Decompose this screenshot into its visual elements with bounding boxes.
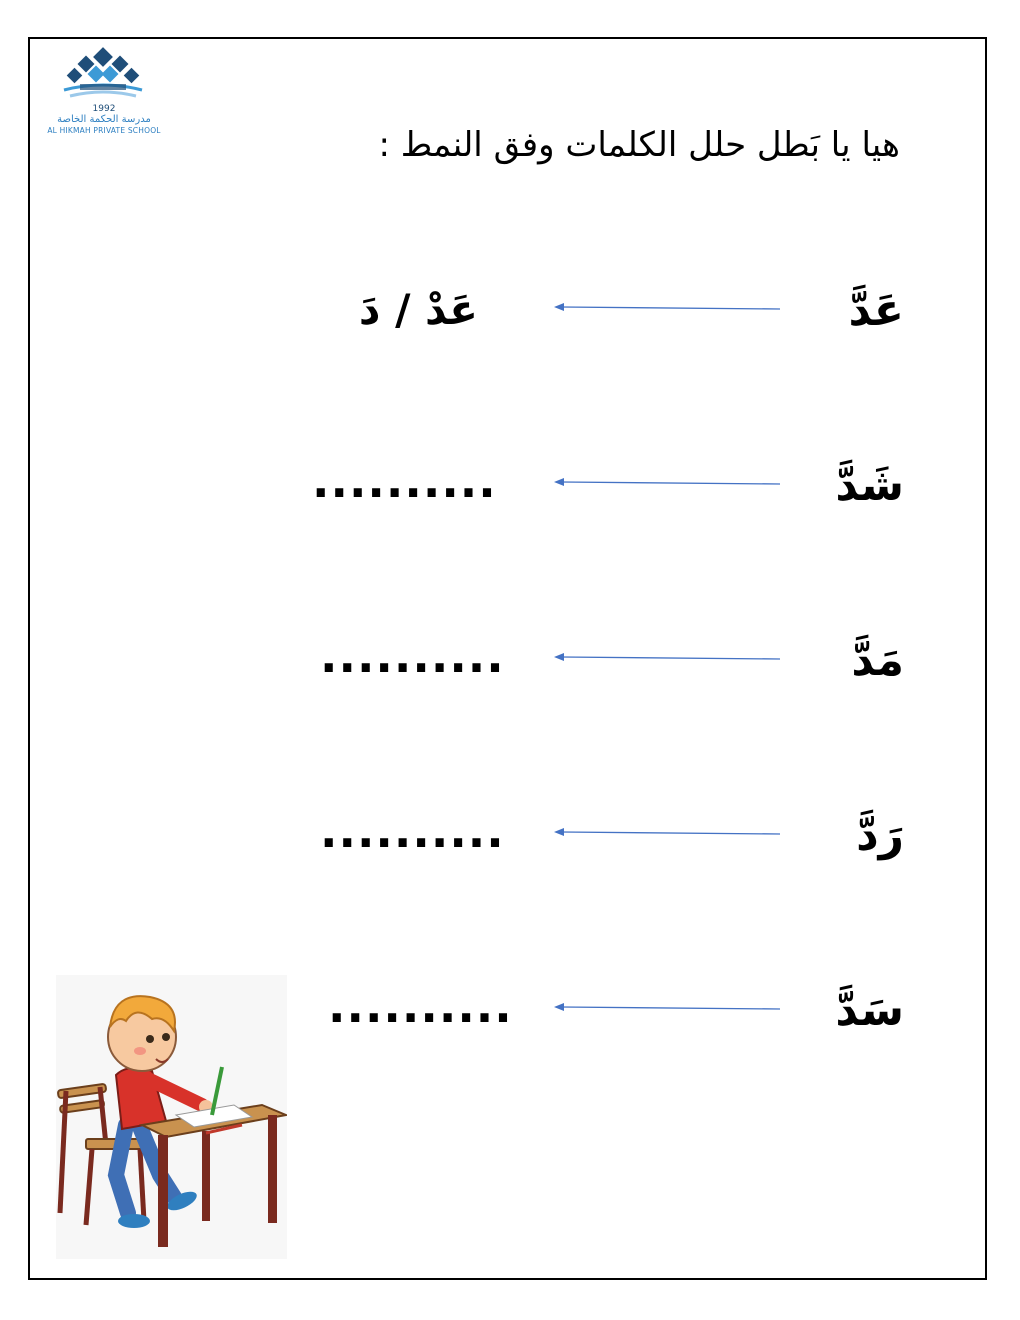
school-emblem-icon: [40, 44, 168, 106]
exercise-row: [0, 454, 1020, 550]
boy-writing-illustration: [56, 975, 287, 1259]
arrow-left-icon: [550, 649, 782, 665]
arrow-left-icon: [550, 299, 782, 315]
exercise-word: سَدَّ: [835, 985, 904, 1036]
exercise-word: عَدَّ: [848, 285, 904, 336]
school-logo: [40, 44, 168, 144]
answer-example: عَدْ / دَ: [358, 285, 478, 334]
exercise-row: [0, 804, 1020, 900]
boy-at-desk-icon: [56, 975, 287, 1259]
exercise-word: شَدَّ: [835, 460, 904, 511]
logo-year: 1992: [92, 104, 116, 114]
logo-name-arabic: مدرسة الحكمة الخاصة: [57, 114, 151, 125]
exercise-word: رَدَّ: [856, 810, 904, 861]
instruction-heading: هيا يا بَطل حلل الكلمات وفق النمط :: [378, 125, 900, 165]
answer-blank[interactable]: ..........: [328, 979, 513, 1033]
answer-blank[interactable]: ..........: [312, 454, 497, 508]
exercise-word: مَدَّ: [851, 635, 904, 686]
answer-blank[interactable]: ..........: [320, 629, 505, 683]
arrow-left-icon: [550, 999, 782, 1015]
arrow-left-icon: [550, 824, 782, 840]
answer-blank[interactable]: ..........: [320, 804, 505, 858]
exercise-row: [0, 285, 1020, 375]
logo-name-english: AL HIKMAH PRIVATE SCHOOL: [47, 126, 161, 135]
arrow-left-icon: [550, 474, 782, 490]
exercise-row: [0, 629, 1020, 725]
